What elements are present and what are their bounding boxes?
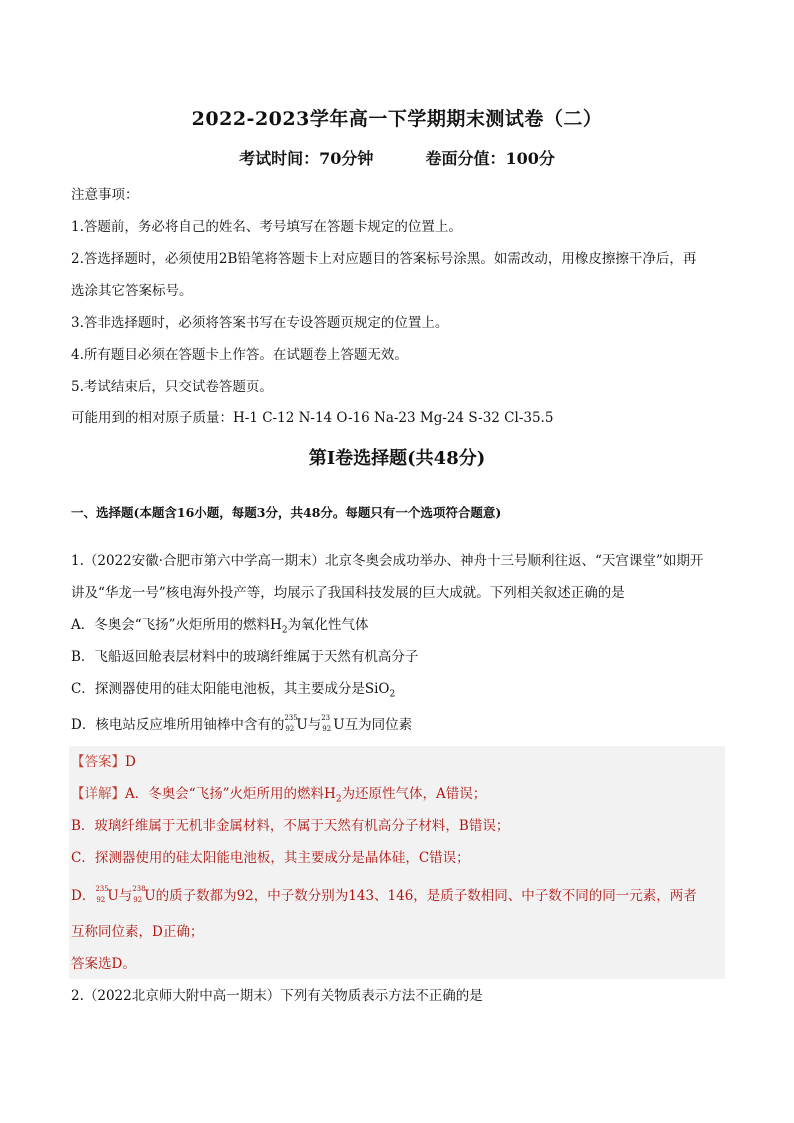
q1-option-b: B．飞船返回舱表层材料中的玻璃纤维属于天然有机高分子 bbox=[71, 649, 419, 665]
section-title: 第Ⅰ卷选择题(共48分) bbox=[308, 448, 486, 469]
note-item: 2.答选择题时，必须使用2B铅笔将答题卡上对应题目的答案标号涂黑。如需改动，用橡皮擦擦干净后，再 bbox=[71, 251, 697, 267]
q1-option-c: C．探测器使用的硅太阳能电池板，其主要成分是SiO$_2$ bbox=[71, 681, 396, 700]
q1-detail-d: D． 235 92 U与 238 92 U的质子数都为92，中子数分别为143、146，是质子数相同、中子数不同的同一元素，两者 bbox=[71, 884, 697, 904]
isotope-symbol: 235 92 bbox=[95, 884, 109, 904]
q1-stem-line1: 1.（2022安徽·合肥市第六中学高一期末）北京冬奥会成功举办、神舟十三号顺利往返、“天宫课堂”如期开 bbox=[71, 553, 704, 569]
q1-option-a: A．冬奥会“飞扬”火炬所用的燃料$H_2$为氧化性气体 bbox=[71, 617, 369, 636]
part-title: 一、选择题(本题含16小题，每题3分，共48分。每题只有一个选项符合题意) bbox=[71, 505, 502, 520]
exam-info bbox=[0, 146, 794, 169]
note-item: 5.考试结束后，只交试卷答题页。 bbox=[71, 379, 273, 395]
note-item: 4.所有题目必须在答题卡上作答。在试题卷上答题无效。 bbox=[71, 347, 408, 363]
q1-detail-b: B．玻璃纤维属于无机非金属材料，不属于天然有机高分子材料，B错误； bbox=[71, 818, 510, 834]
q1-answer: 【答案】D bbox=[71, 754, 136, 770]
q1-detail-d-line2: 互称同位素，D正确； bbox=[71, 924, 204, 940]
notes-heading: 注意事项： bbox=[71, 187, 139, 203]
exam-title: 2022-2023学年高一下学期期末测试卷（二） bbox=[191, 108, 603, 130]
note-item: 1.答题前，务必将自己的姓名、考号填写在答题卡规定的位置上。 bbox=[71, 219, 462, 235]
q1-stem-line2: 讲及“华龙一号”核电海外投产等，均展示了我国科技发展的巨大成就。下列相关叙述正确的是 bbox=[71, 585, 625, 601]
isotope-symbol: 235 92 bbox=[284, 713, 298, 733]
q1-conclusion: 答案选D。 bbox=[71, 956, 136, 972]
exam-time: 考试时间：70分钟 bbox=[239, 149, 374, 168]
q2-stem: 2.（2022北京师大附中高一期末）下列有关物质表示方法不正确的是 bbox=[71, 988, 483, 1004]
isotope-symbol: 238 92 bbox=[132, 884, 146, 904]
exam-score: 卷面分值：100分 bbox=[425, 149, 555, 168]
q1-detail-a: 【详解】A．冬奥会“飞扬”火炬所用的燃料$H_2$为还原性气体，A错误； bbox=[71, 786, 487, 805]
isotope-symbol: 23 92 bbox=[321, 713, 332, 733]
note-item: 3.答非选择题时，必须将答案书写在专设答题页规定的位置上。 bbox=[71, 315, 449, 331]
q1-option-d: D．核电站反应堆所用铀棒中含有的 235 92 U与 23 92 U互为同位素 bbox=[71, 713, 413, 733]
q1-detail-c: C．探测器使用的硅太阳能电池板，其主要成分是晶体硅，C错误； bbox=[71, 850, 470, 866]
atomic-mass-line: 可能用到的相对原子质量：H-1 C-12 N-14 O-16 Na-23 Mg-24 S-32 Cl-35.5 bbox=[71, 410, 554, 426]
note-item: 选涂其它答案标号。 bbox=[71, 283, 193, 299]
